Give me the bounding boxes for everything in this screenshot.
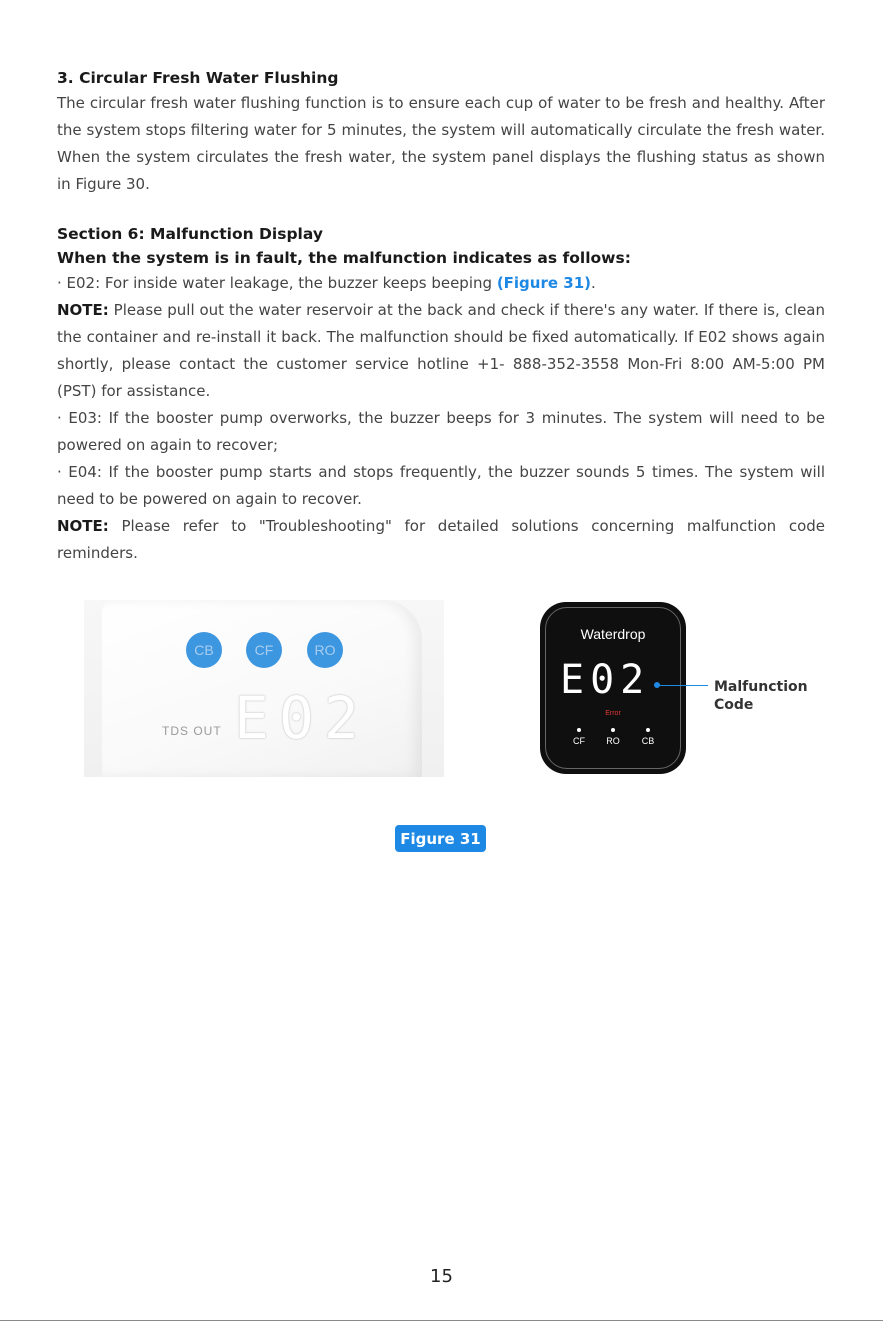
note-1-text: Please pull out the water reservoir at the back and check if there's any water. If there is, clean the container and re-install it back. The malfunction should be fixed automatically. If E02 shows again shortly, please contact the customer service hotline +1- 888-352-3558 Mon-Fri 8:00 AM-5:00 PM (PST) for assistance. [57, 301, 825, 400]
e02-item [57, 270, 825, 297]
page-number: 15 [430, 1266, 453, 1287]
indicator-dot-icon [646, 728, 650, 732]
note-1-label: NOTE: [57, 301, 109, 319]
section-6-heading: Section 6: Malfunction Display [57, 225, 323, 243]
panel-surface [102, 600, 422, 777]
figure-caption: Figure 31 [395, 825, 486, 852]
e02-text: · E02: For inside water leakage, the buzzer keeps beeping [57, 274, 497, 292]
waterdrop-logo: Waterdrop [580, 626, 646, 642]
error-label: Error [605, 710, 621, 717]
note-1 [57, 297, 825, 405]
indicator-cb: CB [633, 728, 663, 746]
e04-item: · E04: If the booster pump starts and stops frequently, the buzzer sounds 5 times. The system will need to be powered on again to recover. [57, 463, 825, 508]
note-2-label: NOTE: [57, 517, 109, 535]
indicator-dot-icon [577, 728, 581, 732]
cb-button: CB [186, 632, 222, 668]
section-3-heading: 3. Circular Fresh Water Flushing [57, 69, 339, 87]
section-3-body: The circular fresh water flushing function is to ensure each cup of water to be fresh and healthy. After the system stops filtering water for 5 minutes, the system will automatically circulate the fresh water. When the system circulates the fresh water, the system panel displays the flushing status as shown in Figure 30. [57, 94, 825, 193]
display-panel-illustration [540, 602, 686, 774]
indicator-dot-icon [611, 728, 615, 732]
tds-out-label: TDS OUT [162, 724, 222, 738]
section-6-subheading: When the system is in fault, the malfunction indicates as follows: [57, 249, 631, 267]
page-content [57, 66, 825, 567]
malfunction-code-callout [714, 678, 808, 714]
note-2 [57, 513, 825, 567]
bottom-rule [0, 1320, 883, 1321]
indicator-cf: CF [564, 728, 594, 746]
callout-line-1: Malfunction [714, 679, 808, 695]
note-2-text: Please refer to "Troubleshooting" for detailed solutions concerning malfunction code reminders. [57, 517, 825, 562]
callout-line-2: Code [714, 697, 754, 713]
device-panel-photo [84, 600, 444, 777]
cf-button: CF [246, 632, 282, 668]
indicator-ro: RO [598, 728, 628, 746]
figure-31-reference: (Figure 31) [496, 274, 591, 292]
e03-item: · E03: If the booster pump overworks, the buzzer beeps for 3 minutes. The system will need to be powered on again to recover; [57, 409, 825, 454]
segment-display-right: E02 [560, 657, 651, 703]
segment-display-left: E02 [234, 684, 369, 752]
e02-end: . [591, 274, 596, 292]
callout-line [656, 685, 708, 686]
ro-button: RO [307, 632, 343, 668]
